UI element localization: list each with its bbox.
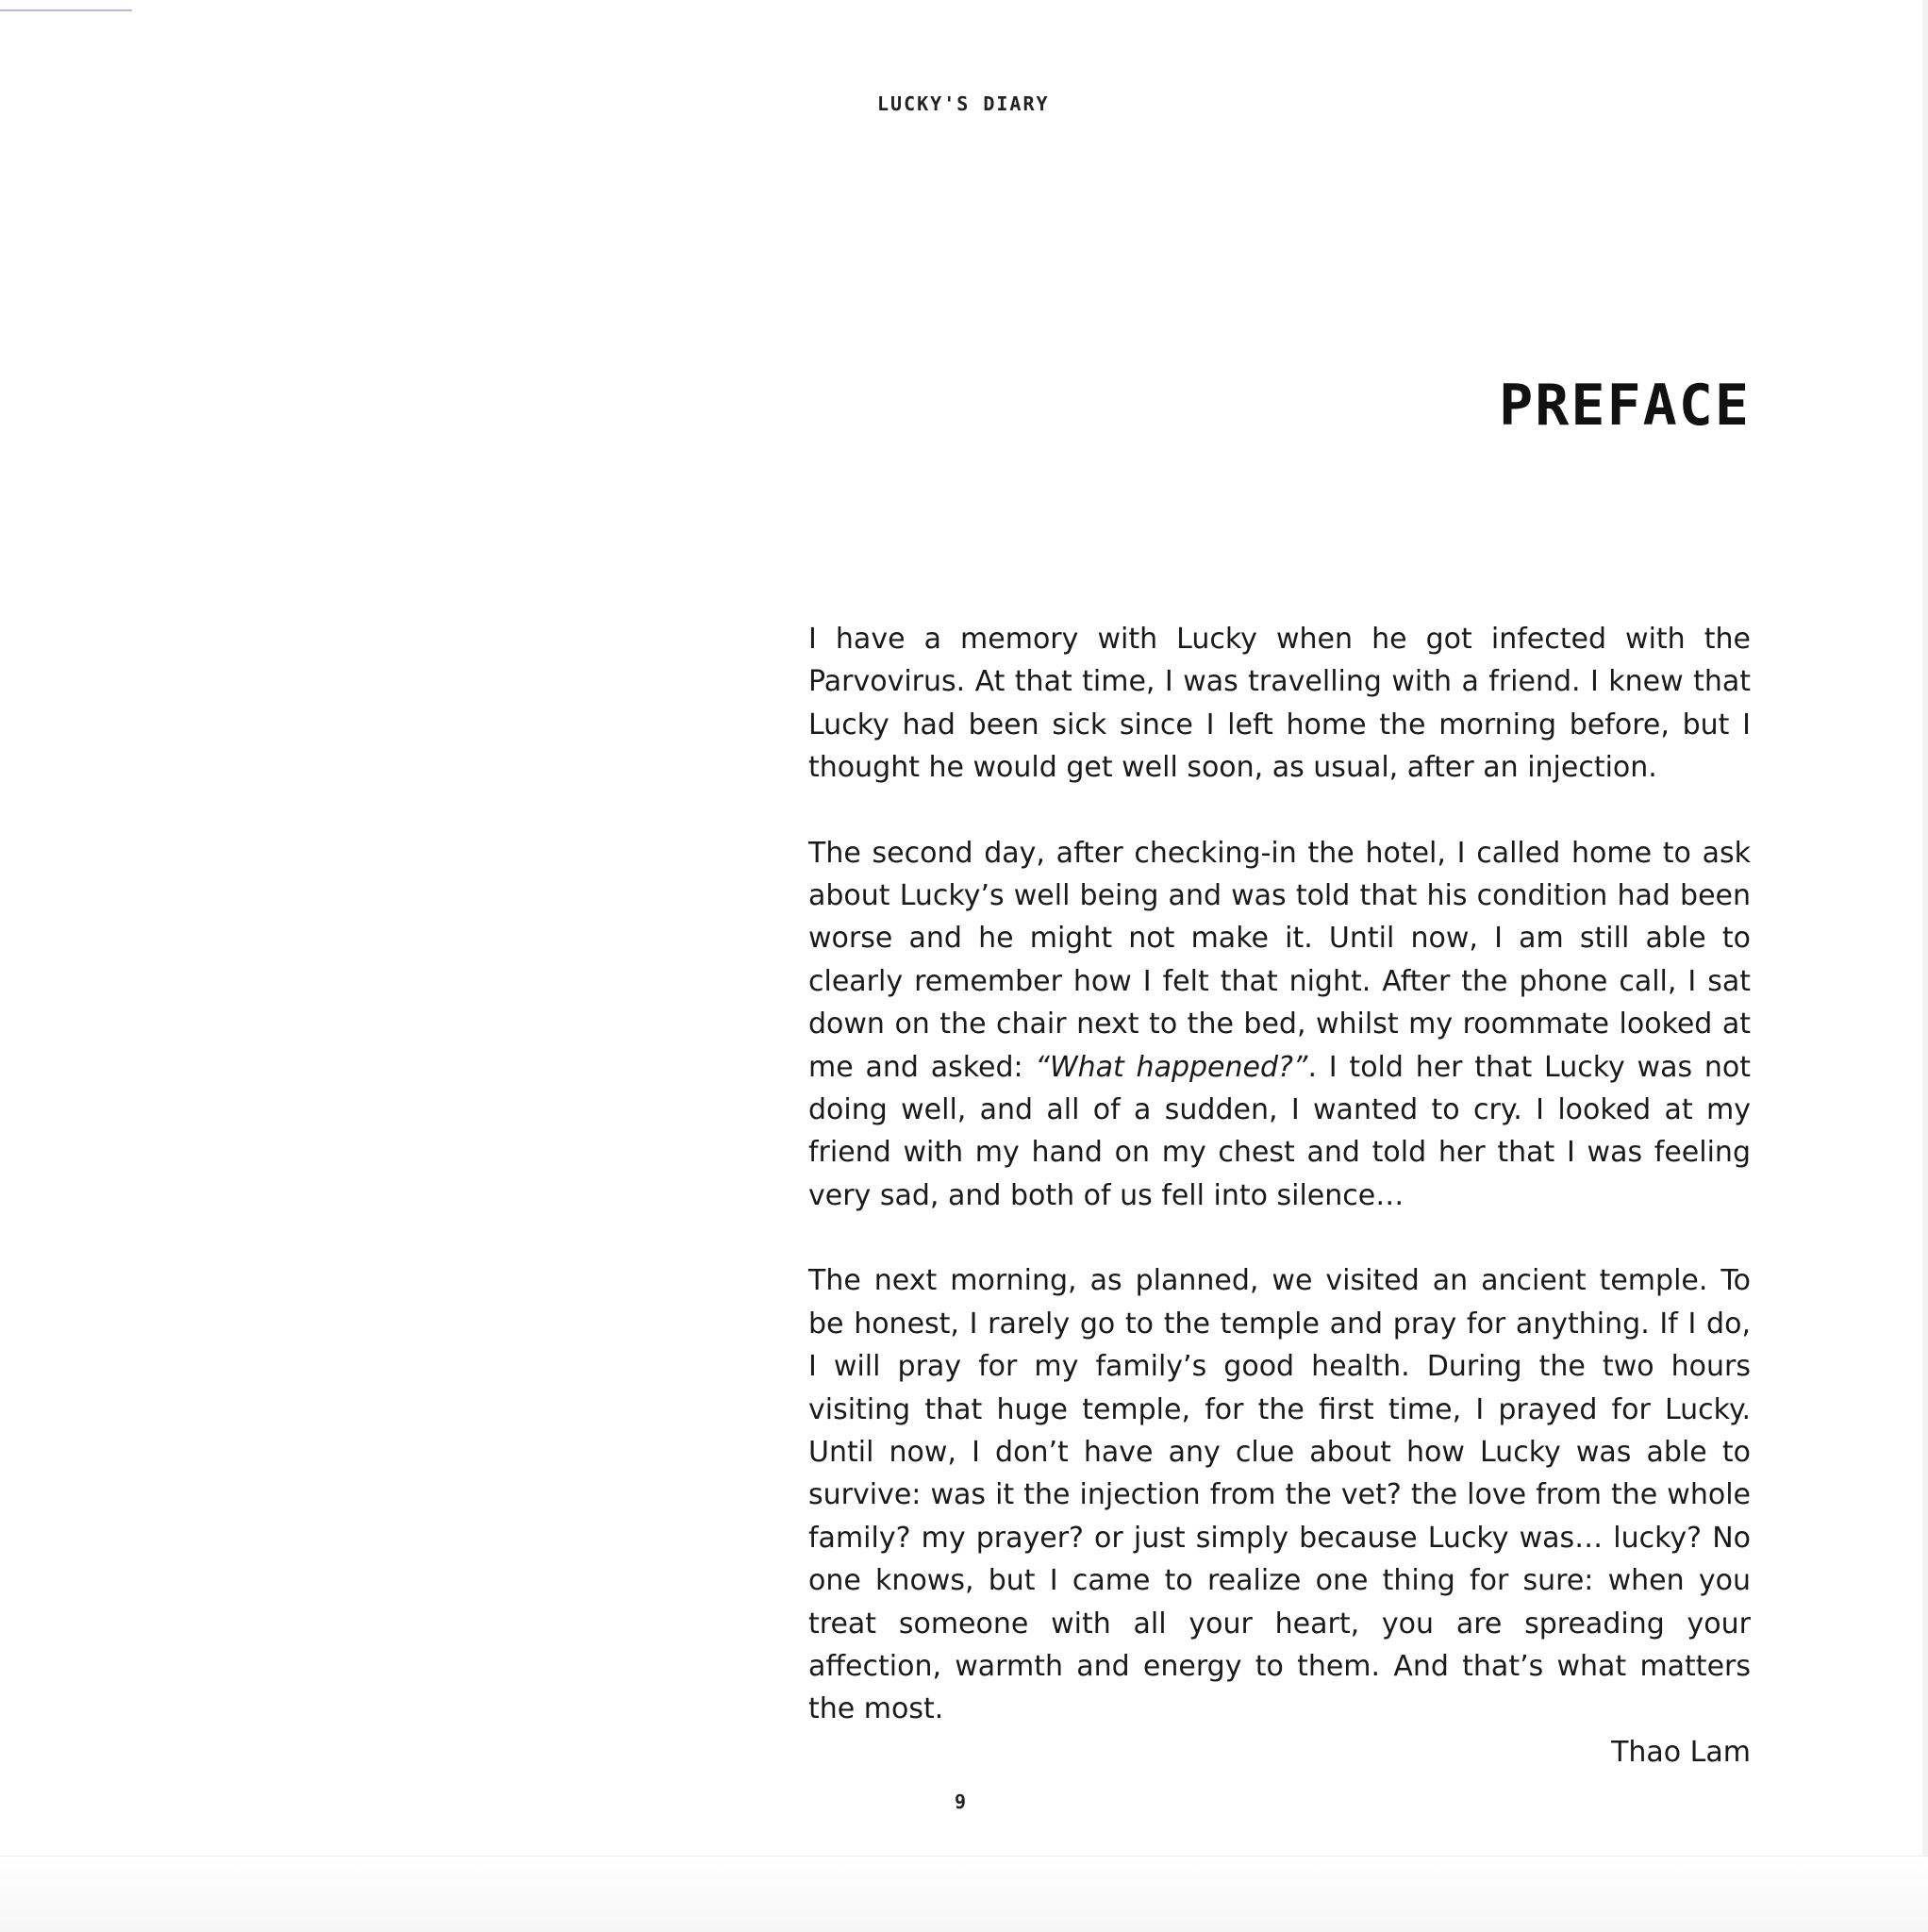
paragraph-3: The next morning, as planned, we visited an ancient temple. To be honest, I rarely go to the temple and pray for anything. If I do, I will pray for my family’s good health. During the two hours visiting that huge temple, for the first time, I prayed for Lucky. Until now, I don’t have any clue about how Lucky was able to survive: was it the injection from the vet? the love from the whole family? my prayer? or just simply because Lucky was… lucky? No one knows, but I came to realize one thing for sure: when you treat someone with all your heart, you are spreading your affection, warmth and energy to them. And that’s what matters the most. (808, 1264, 1751, 1726)
paragraph-1: I have a memory with Lucky when he got infected with the Parvovirus. At that time, I was travelling with a friend. I knew that Lucky had been sick since I left home the morning before, but I thought he would get well soon, as usual, after an injection. (808, 623, 1751, 785)
preface-body (808, 618, 1751, 1774)
author-signature: Thao Lam (1611, 1735, 1751, 1769)
running-head: LUCKY'S DIARY (877, 92, 1050, 115)
page-title: PREFACE (1499, 373, 1751, 440)
scan-edge-mark (0, 0, 132, 11)
paragraph-2-start: The second day, after checking-in the hotel, I called home to ask about Lucky’s well being and was told that his condition had been worse and he might not make it. Until now, I am still able to clearly remember how I felt that night. After the phone call, I sat down on the chair next to the bed, whilst my roommate looked at me and asked: (808, 836, 1751, 1084)
quoted-question: “What happened?” (1035, 1050, 1308, 1084)
page-number: 9 (955, 1790, 967, 1813)
paragraph-2-end: . I told her that Lucky was not doing well, and all of a sudden, I wanted to cry. I looked at my friend with my hand on my chest and told her that I was feeling very sad, and both of us fell into silence… (808, 1050, 1752, 1212)
scan-edge-shadow (1922, 0, 1928, 1858)
paragraph-2 (808, 832, 1751, 1218)
scan-page-edge (0, 1856, 1928, 1932)
